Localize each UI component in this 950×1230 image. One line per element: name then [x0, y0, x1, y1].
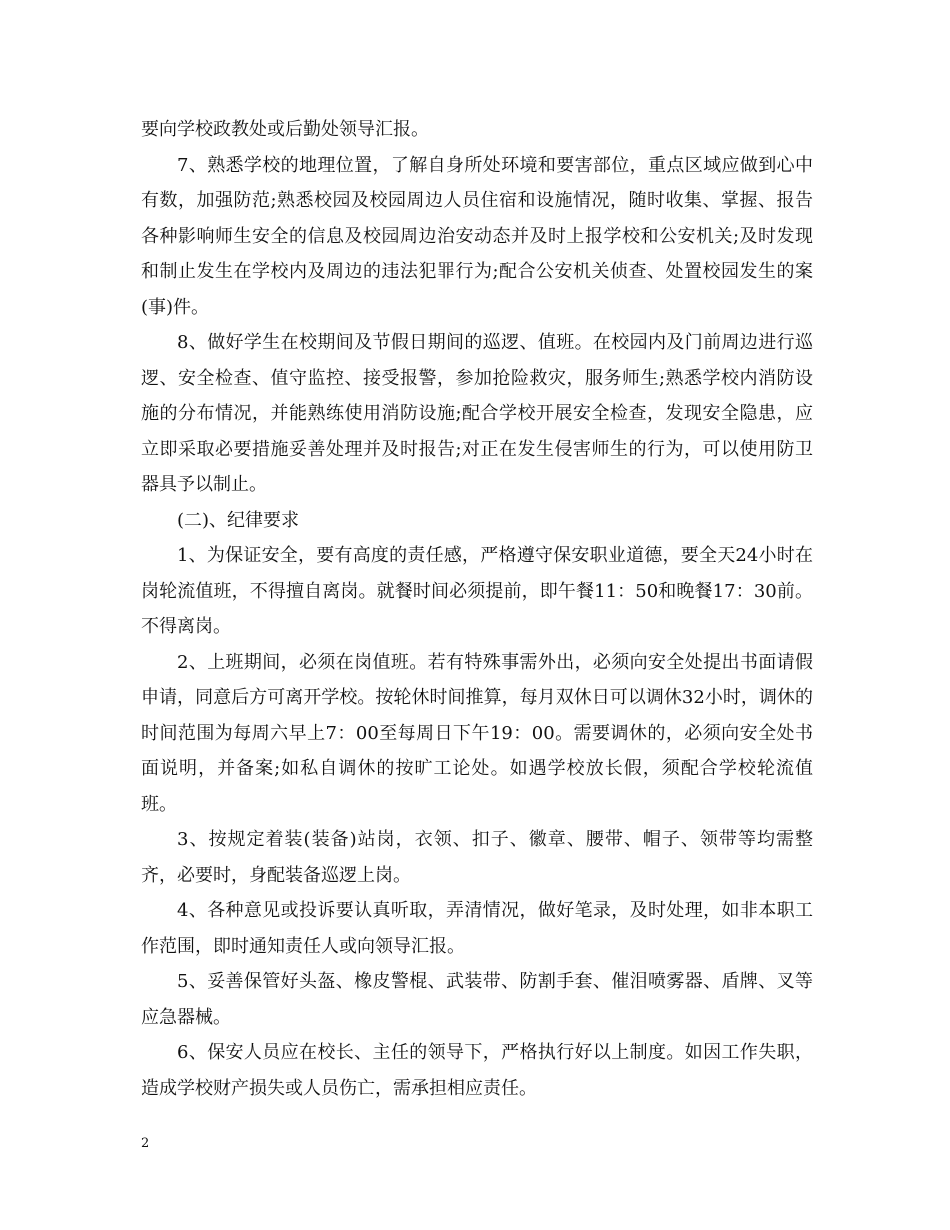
- paragraph-continuation: 要向学校政教处或后勤处领导汇报。: [141, 119, 429, 140]
- paragraph-rule-6: 6、保安人员应在校长、主任的领导下，严格执行好以上制度。如因工作失职，造成学校财产损失或人员伤亡，需承担相应责任。: [141, 1042, 813, 1099]
- paragraph-rule-4: 4、各种意见或投诉要认真听取，弄清情况，做好笔录，及时处理，如非本职工作范围，即时通知责任人或向领导汇报。: [141, 900, 813, 957]
- section-heading-discipline: (二)、纪律要求: [177, 509, 300, 531]
- paragraph-rule-1: 1、为保证安全，要有高度的责任感，严格遵守保安职业道德，要全天24小时在岗轮流值班，不得擅自离岗。就餐时间必须提前，即午餐11：50和晚餐17：30前。不得离岗。: [141, 545, 813, 637]
- paragraph-item-8: 8、做好学生在校期间及节假日期间的巡逻、值班。在校园内及门前周边进行巡逻、安全检查、值守监控、接受报警，参加抢险救灾，服务师生;熟悉学校内消防设施的分布情况，并能熟练使用消防设施;配合学校开展安全检查，发现安全隐患，应立即采取必要措施妥善处理并及时报告;对正在发生侵害师生的行为，可以使用防卫器具予以制止。: [141, 332, 813, 495]
- paragraph-rule-2: 2、上班期间，必须在岗值班。若有特殊事需外出，必须向安全处提出书面请假申请，同意后方可离开学校。按轮休时间推算，每月双休日可以调休32小时，调休的时间范围为每周六早上7：00至每周日下午19：00。需要调休的，必须向安全处书面说明，并备案;如私自调休的按旷工论处。如遇学校放长假，须配合学校轮流值班。: [141, 651, 813, 815]
- paragraph-rule-3: 3、按规定着装(装备)站岗，衣领、扣子、徽章、腰带、帽子、领带等均需整齐，必要时，身配装备巡逻上岗。: [141, 829, 813, 886]
- paragraph-rule-5: 5、妥善保管好头盔、橡皮警棍、武装带、防割手套、催泪喷雾器、盾牌、叉等应急器械。: [141, 971, 813, 1028]
- paragraph-item-7: 7、熟悉学校的地理位置，了解自身所处环境和要害部位，重点区域应做到心中有数，加强防范;熟悉校园及校园周边人员住宿和设施情况，随时收集、掌握、报告各种影响师生安全的信息及校园周边治安动态并及时上报学校和公安机关;及时发现和制止发生在学校内及周边的违法犯罪行为;配合公安机关侦查、处置校园发生的案(事)件。: [141, 154, 813, 318]
- page-number: 2: [141, 1136, 150, 1151]
- document-body: [141, 112, 813, 1106]
